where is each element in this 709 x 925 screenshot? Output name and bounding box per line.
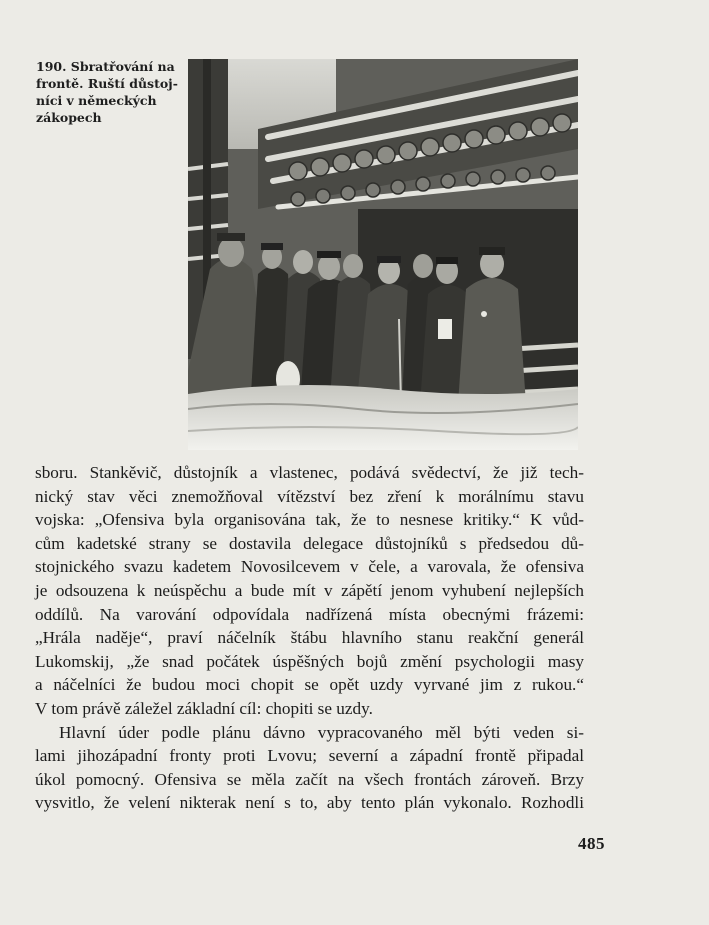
text-line: cům kadetské strany se dostavila delegace důstojníků s předsedou dů-: [35, 533, 584, 553]
page-number: 485: [578, 834, 605, 853]
figure-caption: [36, 58, 176, 126]
text-line: lami jihozápadní fronty proti Lvovu; severní a západní frontě připadal: [35, 746, 584, 766]
caption-line: frontě. Ruští důstoj-: [36, 76, 178, 91]
text-line: je odsouzena k neúspěchu a bude mít v zápětí jenom vyhubení nejlepších: [35, 580, 584, 600]
caption-line: níci v německých: [36, 93, 157, 108]
soldiers-photo-icon: [188, 59, 578, 450]
soldiers-photo: [188, 59, 578, 450]
text-line: úkol pomocný. Ofensiva se měla začít na všech frontách zároveň. Brzy: [35, 769, 584, 789]
text-line: sboru. Stankěvič, důstojník a vlastenec, podává svědectví, že již tech-: [35, 463, 584, 482]
caption-line: 190. Sbratřování na: [36, 59, 175, 74]
text-line: vysvitlo, že velení nikterak není s to, aby tento plán vykonalo. Rozhodli: [35, 793, 584, 813]
text-line: Hlavní úder podle plánu dávno vypracovaného měl býti veden si-: [59, 722, 584, 742]
text-line: „Hrála naděje“, praví náčelník štábu hlavního stanu reakční generál: [35, 628, 584, 648]
caption-line: zákopech: [36, 110, 102, 125]
text-line: stojnického svazu kadetem Novosilcevem v čele, a varovala, že ofensiva: [35, 557, 584, 577]
text-line: oddílů. Na varování odpovídala nadřízená místa obecnými frázemi:: [35, 604, 584, 624]
text-line: V tom právě záležel základní cíl: chopiti se uzdy.: [35, 698, 373, 718]
text-line: nický stav věci znemožňoval vítězství bez zření k morálnímu stavu: [35, 486, 584, 506]
text-line: Lukomskij, „že snad počátek úspěšných bojů změní psychologii masy: [35, 651, 584, 671]
main-text: [35, 461, 584, 815]
text-line: vojska: „Ofensiva byla organisována tak, že to nesnese kritiky.“ K vůd-: [35, 510, 584, 530]
text-line: a náčelníci že budou moci chopit se opět uzdy vyrvané jim z rukou.“: [35, 675, 584, 695]
